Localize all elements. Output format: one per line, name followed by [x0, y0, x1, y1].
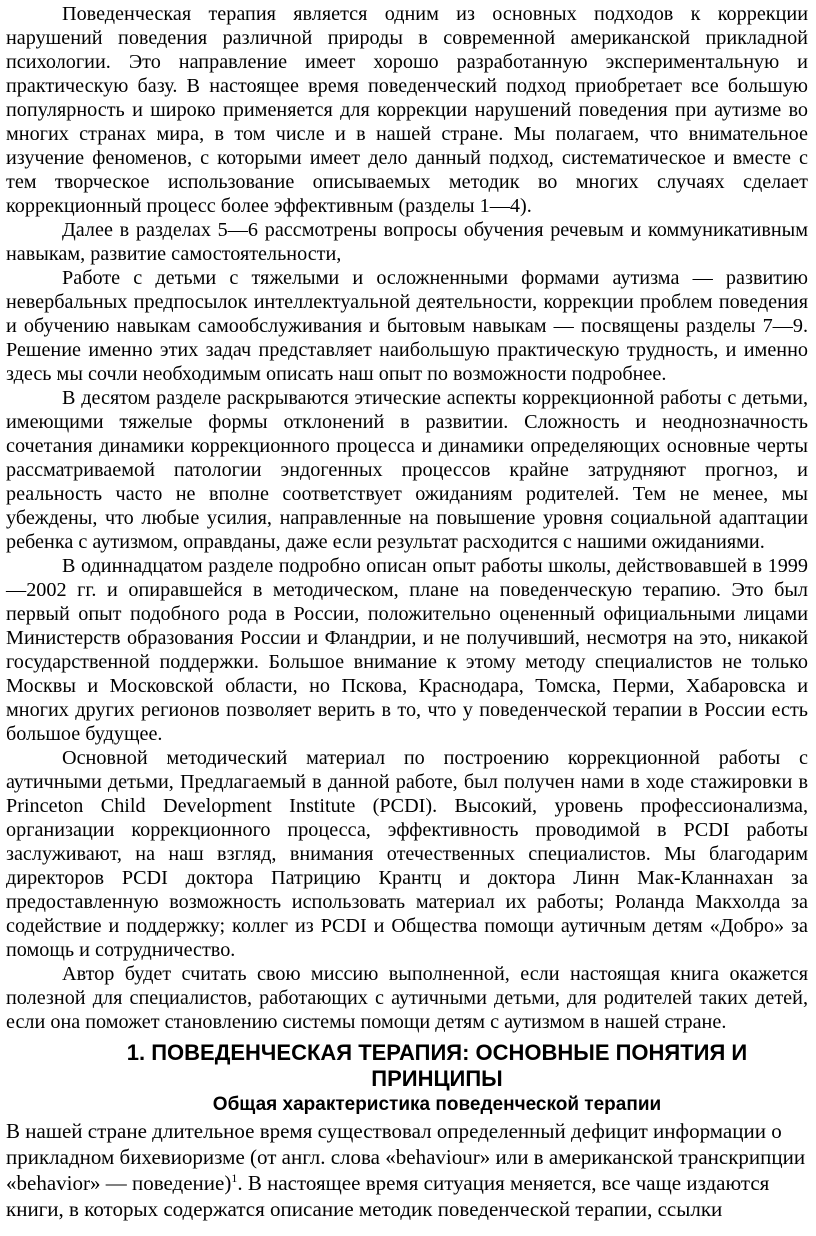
intro-text — [6, 2, 808, 1034]
footnote-marker[interactable]: 1 — [231, 1171, 238, 1185]
section-body — [6, 1118, 808, 1222]
paragraph-approach: Поведенческая терапия является одним из основных подходов к коррекции нарушений поведения различной природы в современной американской прикладной психологии. Это направление имеет хорошо разработанную экспериментальную и практическую базу. В настоящее время поведенческий подход приобретает все большую популярность и широко применяется для коррекции нарушений поведения при аутизме во многих странах мира, в том числе и в нашей стране. Мы полагаем, что внимательное изучение феноменов, с которыми имеет дело данный подход, систематическое и вместе с тем творческое использование описываемых методик во многих случаях сделает коррекционный процесс более эффективным (разделы 1—4). — [6, 3, 808, 217]
paragraph-behaviorism-start: В нашей стране длительное время существовал определенный дефицит информации о прикладном бихевиоризме (от англ. слова «behaviour» или в американской транскрипции «behavior» — поведение) — [6, 1119, 806, 1195]
paragraph-sections-7-9: Работе с детьми с тяжелыми и осложненными формами аутизма — развитию невербальных предпосылок интеллектуальной деятельности, коррекции проблем поведения и обучению навыкам самообслуживания и бытовым навыкам — посвящены разделы 7—9. Решение именно этих задач представляет наибольшую практическую трудность, и именно здесь мы сочли необходимым описать наш опыт по возможности подробнее. — [6, 267, 808, 385]
paragraph-behaviorism-end: . В настоящее время ситуация меняется, все чаще издаются книги, в которых содержатся описание методик поведенческой терапии, ссылки — [6, 1171, 770, 1221]
section-subheading: Общая характеристика поведенческой терапии — [212, 1094, 662, 1115]
paragraph-sections-5-6: Далее в разделах 5—6 рассмотрены вопросы обучения речевым и коммуникативным навыкам, развитие самостоятельности, — [6, 219, 808, 265]
section-heading: 1. ПОВЕДЕНЧЕСКАЯ ТЕРАПИЯ: ОСНОВНЫЕ ПОНЯТИЯ И ПРИНЦИПЫ — [126, 1040, 748, 1091]
paragraph-mission: Автор будет считать свою миссию выполненной, если настоящая книга окажется полезной для специалистов, работающих с аутичными детьми, для родителей таких детей, если она поможет становлению системы помощи детям с аутизмом в нашей стране. — [6, 963, 808, 1033]
paragraph-behaviorism — [6, 1118, 808, 1222]
paragraph-section-10: В десятом разделе раскрываются этические аспекты коррекционной работы с детьми, имеющими тяжелые формы отклонений в развитии. Сложность и неоднозначность сочетания динамики коррекционного процесса и динамики определяющих основные черты рассматриваемой патологии эндогенных процессов крайне затрудняют прогноз, и реальность часто не вполне соответствует ожиданиям родителей. Тем не менее, мы убеждены, что любые усилия, направленные на повышение уровня социальной адаптации ребенка с аутизмом, оправданы, даже если результат расходится с нашими ожиданиями. — [6, 387, 808, 553]
paragraph-acknowledgements: Основной методический материал по построению коррекционной работы с аутичными детьми, Предлагаемый в данной работе, был получен нами в ходе стажировки в Princeton Child Development Institute (PCDI). Высокий, уровень профессионализма, организации коррекционного процесса, эффективность проводимой в PCDI работы заслуживают, на наш взгляд, внимания отечественных специалистов. Мы благодарим директоров PCDI доктора Патрицию Крантц и доктора Линн Мак-Кланнахан за предоставленную возможность использовать материал их работы; Роланда Макхолда за содействие и поддержку; коллег из PCDI и Общества помощи аутичным детям «Добро» за помощь и сотрудничество. — [6, 747, 808, 961]
paragraph-section-11: В одиннадцатом разделе подробно описан опыт работы школы, действовавшей в 1999—2002 гг. и опиравшейся в методическом, плане на поведенческую терапию. Это был первый опыт подобного рода в России, положительно оцененный официальными лицами Министерств образования России и Фландрии, и не получивший, несмотря на это, никакой государственной поддержки. Большое внимание к этому методу специалистов не только Москвы и Московской области, но Пскова, Краснодара, Томска, Перми, Хабаровска и многих других регионов позволяет верить в то, что у поведенческой терапии в России есть большое будущее. — [6, 555, 808, 745]
